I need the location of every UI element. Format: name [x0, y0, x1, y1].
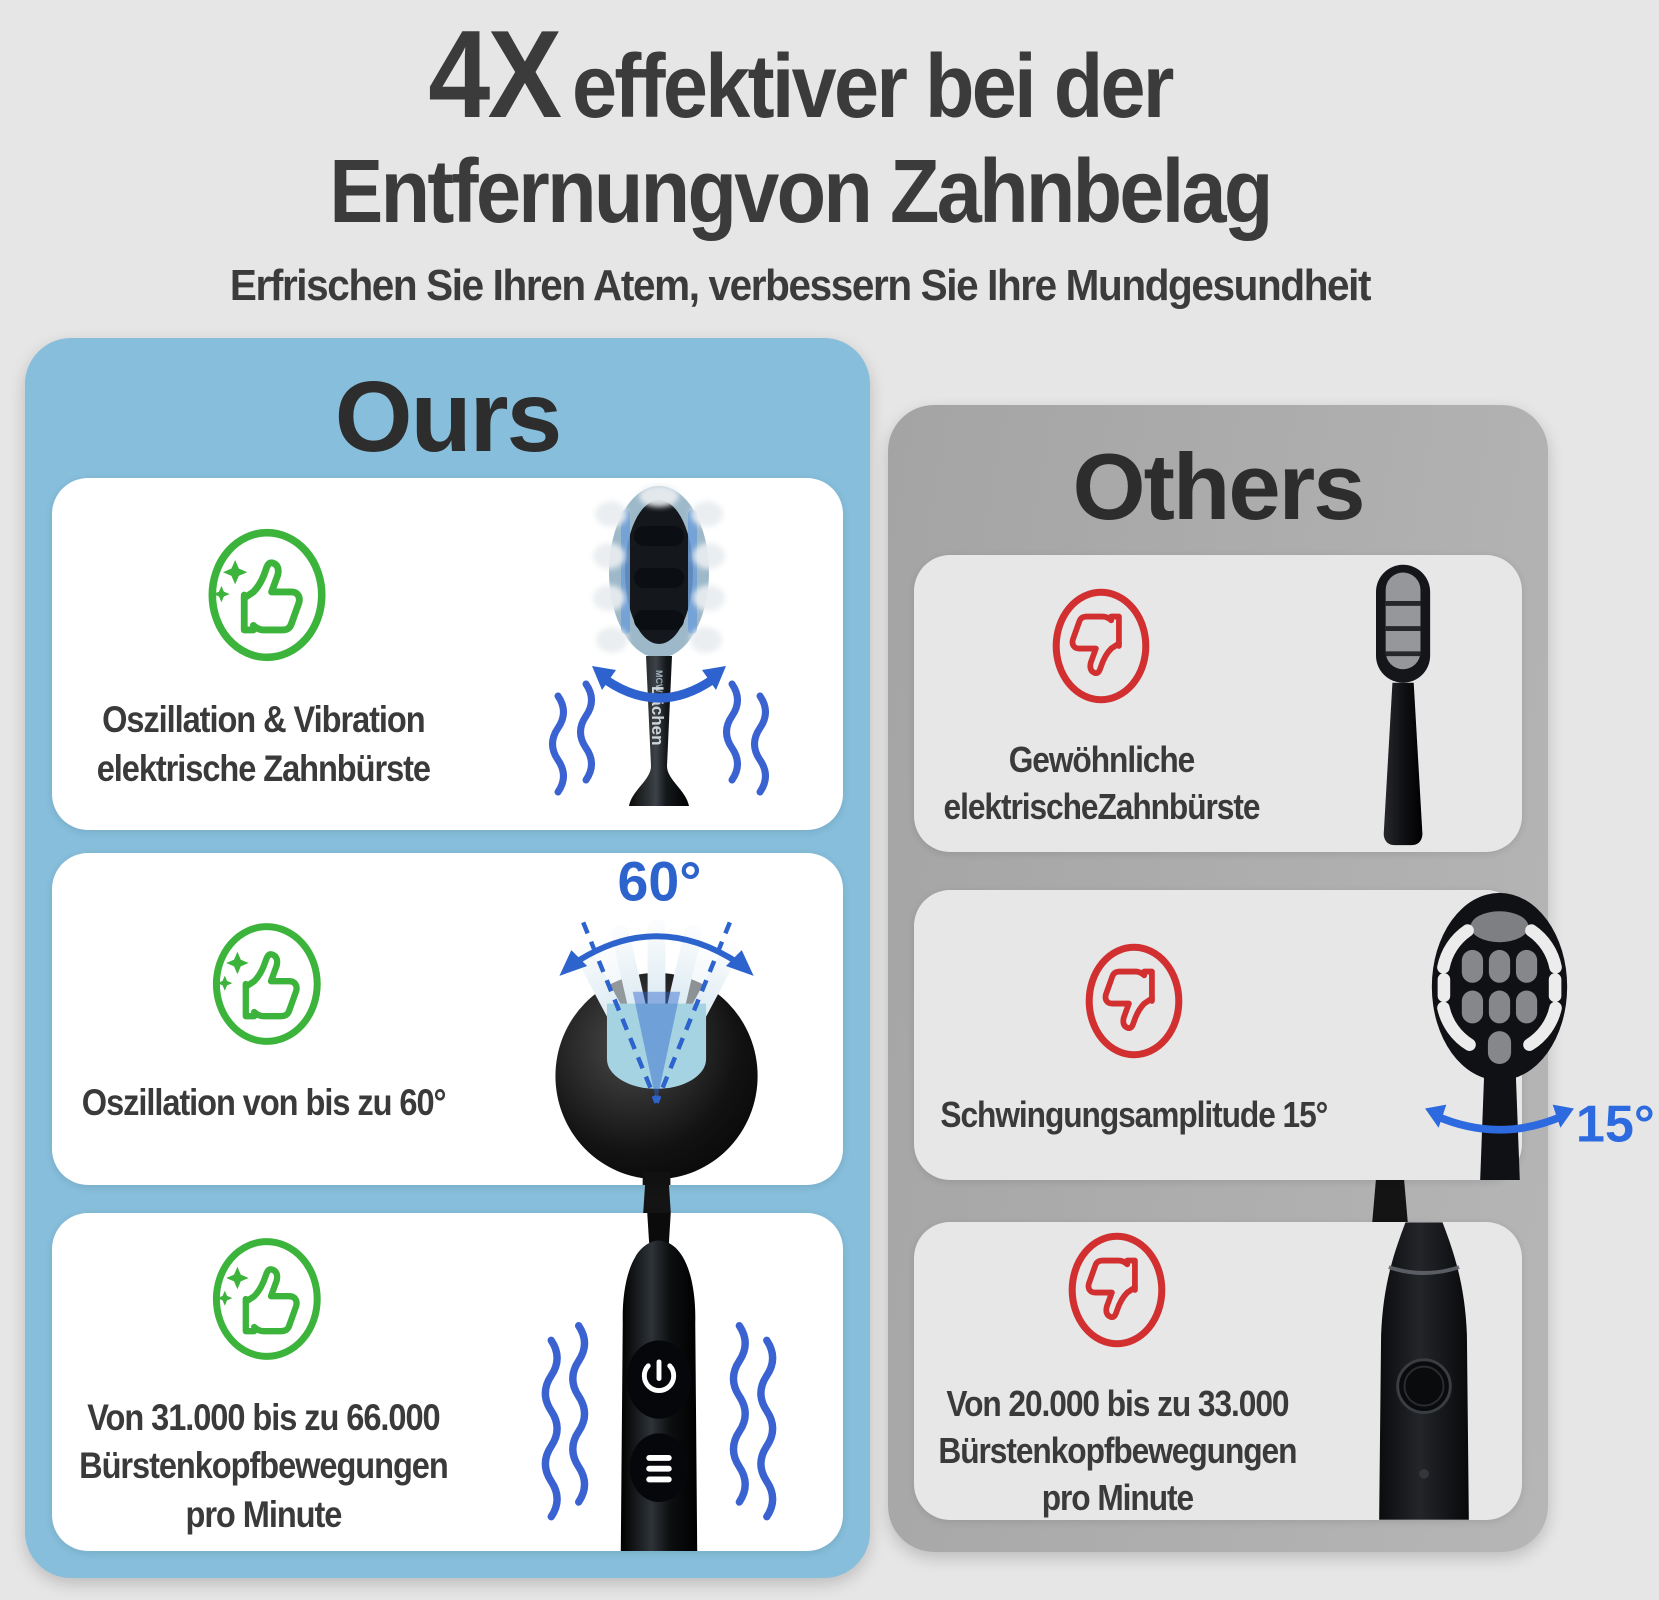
feature-text	[97, 696, 430, 792]
feature-text	[940, 1092, 1327, 1139]
ours-panel-title: Ours	[334, 361, 561, 473]
thumbs-down-icon	[1070, 931, 1198, 1076]
feature-info	[52, 515, 475, 792]
brush-head	[593, 485, 725, 658]
thumbs-down-icon	[1053, 1220, 1181, 1365]
headline-line1	[80, 6, 1520, 144]
oscillation-angle-illustration	[475, 850, 843, 1185]
svg-text:Lächen: Lächen	[648, 686, 668, 746]
feature-text-line: Bürstenkopfbewegungen	[79, 1445, 448, 1487]
headline-multiplier: 4X	[428, 6, 560, 144]
feature-text-line: pro Minute	[185, 1493, 342, 1535]
indicator-dot	[1419, 1469, 1429, 1479]
feature-text	[79, 1394, 448, 1538]
round-button	[1398, 1360, 1451, 1413]
feature-info	[914, 576, 1288, 831]
mode-button	[630, 1433, 689, 1502]
brush-stem	[642, 1172, 670, 1185]
feature-text-line: Gewöhnliche	[1008, 739, 1194, 781]
feature-text-line: Oszillation & Vibration	[102, 699, 425, 741]
feature-info	[52, 1225, 475, 1538]
svg-text:MCW: MCW	[654, 670, 665, 693]
feature-info	[914, 1220, 1321, 1521]
amplitude-illustration	[1354, 890, 1659, 1180]
feature-text	[82, 1079, 446, 1127]
ours-feature-card-60-degrees	[52, 850, 843, 1185]
feature-text	[938, 1381, 1296, 1521]
brush-stem	[1384, 682, 1423, 844]
feature-info	[914, 931, 1354, 1139]
thumbs-up-icon	[194, 1225, 334, 1378]
ours-feature-card-movements	[52, 1213, 843, 1551]
handle-vibration-illustration	[475, 1213, 843, 1551]
others-feature-card-movements	[914, 1222, 1522, 1520]
angle-60-label: 60°	[617, 850, 701, 913]
power-button	[627, 1340, 692, 1418]
feature-text-line: Von 31.000 bis zu 66.000	[87, 1397, 440, 1439]
plain-brush-head-illustration	[1288, 555, 1522, 852]
plain-handle-illustration	[1321, 1222, 1541, 1520]
others-feature-card-15-degrees	[914, 890, 1655, 1180]
menu-icon	[646, 1455, 671, 1482]
header	[0, 6, 1600, 311]
others-panel-title: Others	[1072, 434, 1364, 539]
feature-text-line: Bürstenkopfbewegungen	[938, 1430, 1297, 1472]
thumbs-up-icon	[188, 515, 340, 680]
subtitle: Erfrischen Sie Ihren Atem, verbessern Sie Ihre Mundgesundheit	[229, 260, 1371, 310]
brush-stem	[647, 1213, 671, 1244]
feature-text-line: pro Minute	[1041, 1476, 1194, 1518]
ours-panel	[25, 338, 870, 1578]
feature-info	[52, 910, 475, 1127]
angle-15-label: 15°	[1575, 1095, 1655, 1154]
toothbrush-stem-connector	[1372, 1175, 1408, 1225]
ours-feature-card-oscillation-vibration	[52, 478, 843, 830]
sonic-brush-head-illustration	[475, 478, 843, 830]
headline-line2: Entfernungvon Zahnbelag	[329, 142, 1271, 243]
thumbs-up-icon	[194, 910, 334, 1063]
feature-text-line: Von 20.000 bis zu 33.000	[946, 1383, 1289, 1425]
feature-text-line: elektrische Zahnbürste	[96, 747, 431, 789]
toothbrush-stem-connector	[643, 1182, 671, 1216]
feature-text-line: elektrischeZahnbürste	[943, 786, 1260, 827]
others-feature-card-ordinary	[914, 555, 1522, 852]
thumbs-down-icon	[1037, 576, 1165, 721]
feature-text-line: Schwingungsamplitude 15°	[940, 1094, 1328, 1136]
headline-rest: effektiver bei der	[572, 37, 1172, 137]
others-panel	[888, 405, 1655, 1552]
feature-text	[943, 737, 1259, 831]
feature-text-line: Oszillation von bis zu 60°	[81, 1082, 446, 1124]
